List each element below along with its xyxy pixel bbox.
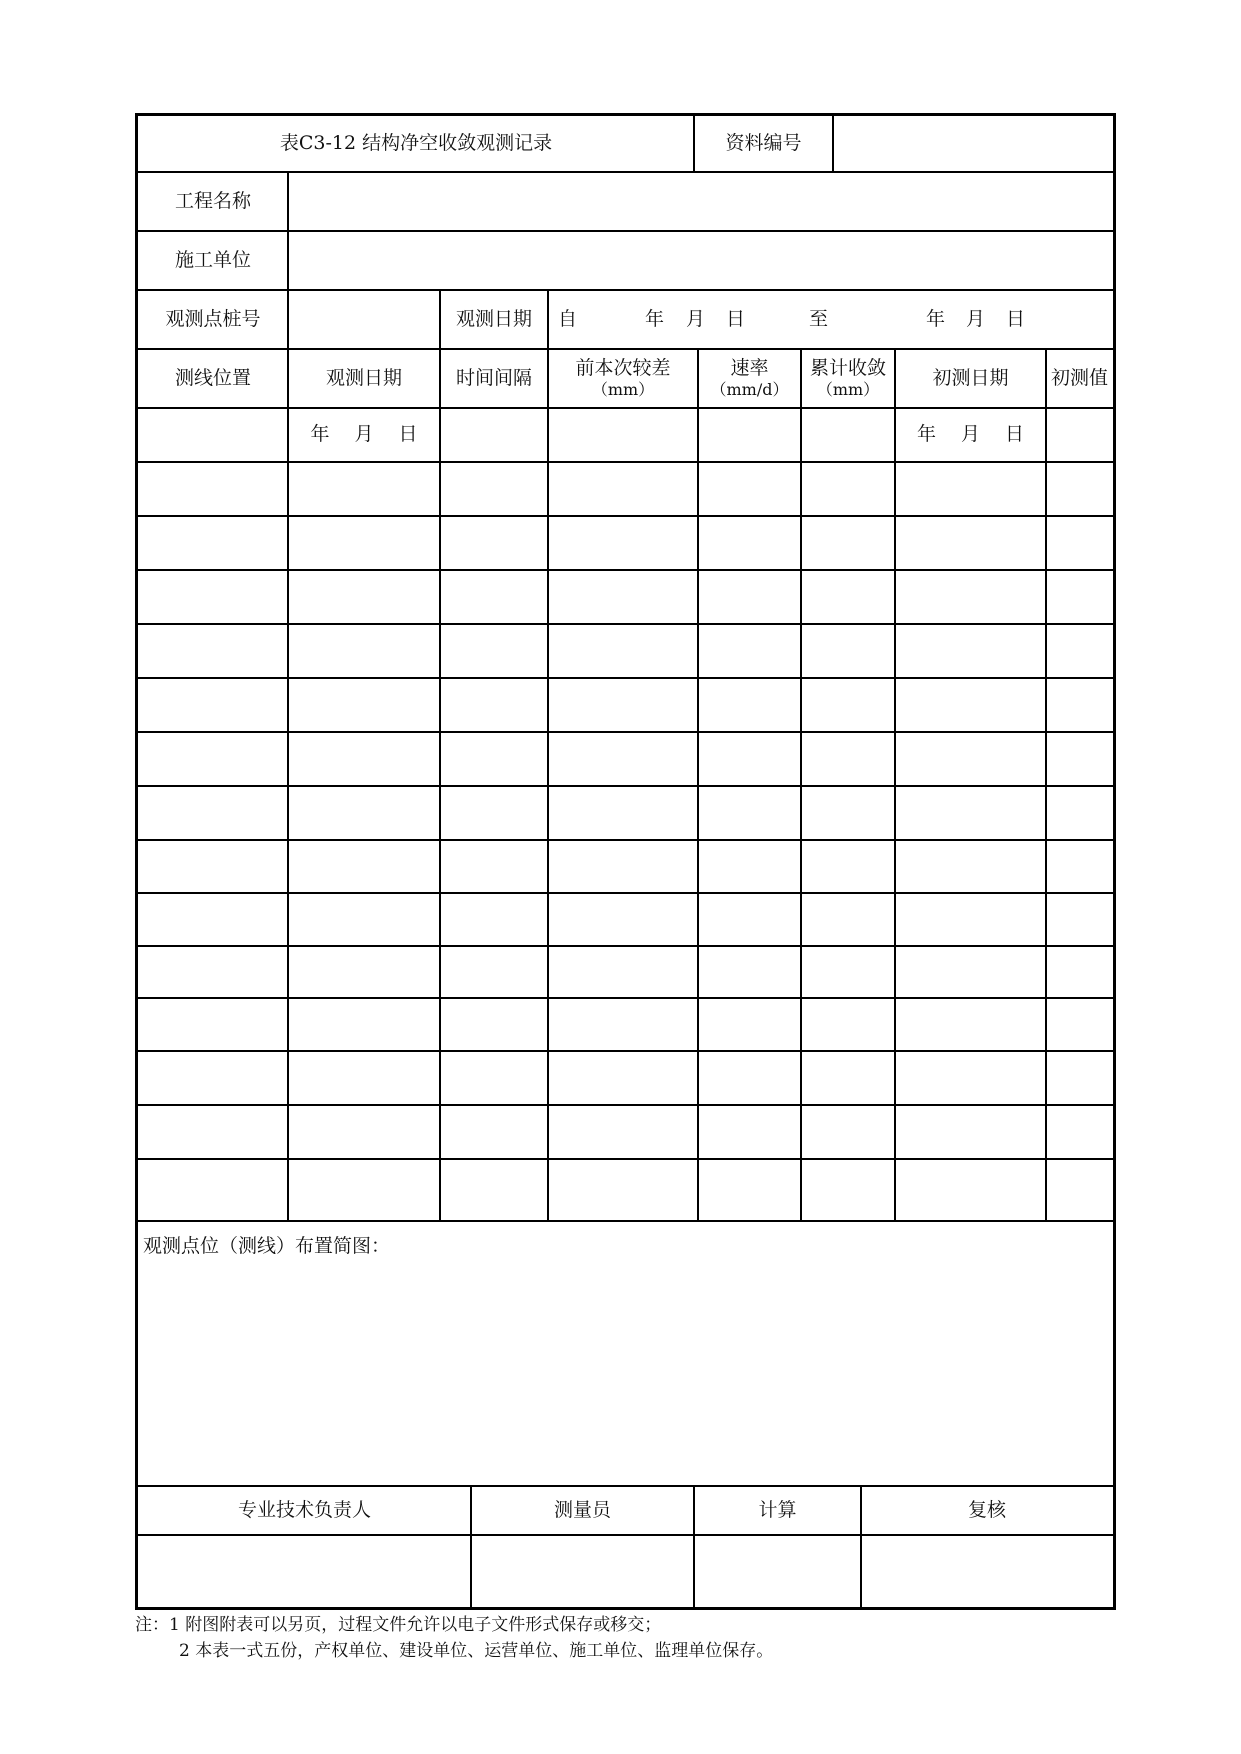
station-field[interactable] [288,290,440,349]
table-cell[interactable] [801,893,895,946]
table-cell[interactable] [548,408,698,462]
table-cell[interactable] [288,998,440,1051]
table-cell[interactable] [548,840,698,893]
table-cell[interactable] [440,678,548,732]
table-cell[interactable] [698,732,801,786]
signature-field-1[interactable] [138,1535,471,1607]
table-cell[interactable] [801,408,895,462]
table-cell[interactable] [801,462,895,516]
table-cell[interactable] [1046,408,1113,462]
table-cell[interactable] [895,1105,1046,1159]
table-cell[interactable] [1046,893,1113,946]
table-cell[interactable] [548,678,698,732]
table-cell[interactable] [440,946,548,998]
table-cell[interactable] [548,624,698,678]
table-cell[interactable] [801,840,895,893]
table-cell[interactable] [1046,1159,1113,1221]
table-cell[interactable] [698,840,801,893]
table-cell[interactable] [288,516,440,570]
table-cell[interactable] [698,1159,801,1221]
table-cell[interactable] [698,998,801,1051]
table-cell[interactable] [548,786,698,840]
project-field[interactable] [288,172,1113,231]
note-2: 2 本表一式五份，产权单位、建设单位、运营单位、施工单位、监理单位保存。 [179,1641,774,1661]
obs-date-label: 观测日期 [455,307,532,330]
table-cell[interactable] [1046,516,1113,570]
table-header-6 [801,349,895,408]
header-unit: （mm） [816,380,880,400]
table-cell[interactable] [440,786,548,840]
table-cell[interactable] [138,732,288,786]
table-cell[interactable] [138,998,288,1051]
table-cell[interactable] [138,516,288,570]
table-cell[interactable] [895,678,1046,732]
table-cell[interactable] [548,570,698,624]
header-text: 观测日期 [325,366,402,389]
table-cell[interactable] [801,570,895,624]
table-cell[interactable] [440,462,548,516]
table-cell[interactable] [288,1105,440,1159]
table-cell[interactable] [895,732,1046,786]
table-cell[interactable] [138,893,288,946]
table-cell[interactable] [1046,570,1113,624]
date-from: 自 [558,308,578,330]
table-cell[interactable] [138,678,288,732]
table-cell[interactable] [138,462,288,516]
table-cell[interactable] [698,624,801,678]
station-label: 观测点桩号 [165,307,261,330]
contractor-label: 施工单位 [174,248,251,271]
table-cell[interactable] [895,998,1046,1051]
table-cell[interactable] [138,1051,288,1105]
table-cell[interactable] [288,570,440,624]
table-cell[interactable] [138,786,288,840]
table-cell[interactable] [698,1105,801,1159]
table-cell[interactable] [440,893,548,946]
table-cell[interactable] [440,1159,548,1221]
table-cell[interactable] [138,946,288,998]
table-cell[interactable] [698,516,801,570]
table-cell[interactable] [895,786,1046,840]
table-cell[interactable] [895,893,1046,946]
table-cell[interactable] [801,1159,895,1221]
table-cell[interactable] [801,946,895,998]
table-cell[interactable] [895,1051,1046,1105]
table-cell[interactable] [548,732,698,786]
first-init-date[interactable]: 年 月 日 [916,423,1025,446]
table-cell[interactable] [698,462,801,516]
table-cell[interactable] [895,1159,1046,1221]
table-header-1 [138,349,288,408]
header-unit: （mm） [591,380,655,400]
table-cell[interactable] [698,408,801,462]
date-to-month: 月 [966,308,986,330]
table-cell[interactable] [698,678,801,732]
signature-field-4[interactable] [861,1535,1113,1607]
doc-no-field[interactable] [833,116,1113,172]
table-cell[interactable] [548,1159,698,1221]
table-cell[interactable] [801,1051,895,1105]
table-cell[interactable] [288,1159,440,1221]
table-cell[interactable] [288,732,440,786]
date-to: 至 [809,308,829,330]
table-header-7 [895,349,1046,408]
doc-no-label: 资料编号 [725,132,802,155]
table-cell[interactable] [138,570,288,624]
table-header-4 [548,349,698,408]
table-cell[interactable] [288,786,440,840]
sketch-label: 观测点位（测线）布置简图： [143,1235,391,1257]
table-cell[interactable] [138,408,288,462]
date-range-field[interactable] [548,290,1113,349]
form-title: 表C3-12 结构净空收敛观测记录 [279,132,553,155]
table-cell[interactable] [548,462,698,516]
table-cell[interactable] [548,1051,698,1105]
table-cell[interactable] [138,1105,288,1159]
header-text: 测线位置 [174,366,251,389]
contractor-field[interactable] [288,231,1113,290]
table-cell[interactable] [801,998,895,1051]
table-cell[interactable] [801,1105,895,1159]
table-cell[interactable] [801,624,895,678]
table-cell[interactable] [1046,462,1113,516]
table-cell[interactable] [698,1051,801,1105]
table-cell[interactable] [1046,1051,1113,1105]
table-cell[interactable] [288,624,440,678]
table-cell[interactable] [288,678,440,732]
signature-label-2: 测量员 [553,1498,611,1521]
table-header-5 [698,349,801,408]
table-cell[interactable] [440,1105,548,1159]
table-header-2 [288,349,440,408]
table-cell[interactable] [698,570,801,624]
sketch-area[interactable] [138,1221,1113,1486]
table-cell[interactable] [895,516,1046,570]
signature-label-3: 计算 [758,1498,797,1521]
table-cell[interactable] [895,624,1046,678]
table-header-3 [440,349,548,408]
table-cell[interactable] [138,840,288,893]
table-cell[interactable] [895,570,1046,624]
signature-label-1: 专业技术负责人 [237,1498,371,1521]
table-cell[interactable] [288,1051,440,1105]
header-text: 初测值 [1050,366,1108,389]
form-notes [135,1612,773,1664]
table-cell[interactable] [801,678,895,732]
table-cell[interactable] [288,893,440,946]
signature-field-3[interactable] [694,1535,861,1607]
header-text: 时间间隔 [455,366,532,389]
table-cell[interactable] [288,462,440,516]
table-cell[interactable] [440,570,548,624]
header-unit: （mm/d） [710,380,789,400]
signature-field-2[interactable] [471,1535,694,1607]
table-cell[interactable] [698,893,801,946]
table-cell[interactable] [895,840,1046,893]
record-form [135,113,1116,1610]
table-cell[interactable] [698,946,801,998]
date-from-day: 日 [726,308,746,330]
table-cell[interactable] [440,624,548,678]
header-text: 初测日期 [932,366,1009,389]
table-cell[interactable] [895,946,1046,998]
project-label: 工程名称 [174,189,251,212]
table-cell[interactable] [895,462,1046,516]
table-cell[interactable] [548,946,698,998]
note-1: 注：1 附图附表可以另页，过程文件允许以电子文件形式保存或移交； [135,1615,662,1635]
table-cell[interactable] [801,732,895,786]
table-cell[interactable] [548,1105,698,1159]
table-cell[interactable] [801,786,895,840]
table-cell[interactable] [138,1159,288,1221]
table-cell[interactable] [1046,840,1113,893]
table-cell[interactable] [1046,946,1113,998]
table-cell[interactable] [1046,732,1113,786]
table-cell[interactable] [548,998,698,1051]
table-cell[interactable] [288,840,440,893]
header-text: 前本次较差 [575,356,671,379]
date-from-year: 年 [645,308,665,330]
table-cell[interactable] [440,516,548,570]
table-cell[interactable] [288,946,440,998]
table-cell[interactable] [1046,1105,1113,1159]
date-to-year: 年 [926,308,946,330]
table-cell[interactable] [440,1051,548,1105]
table-cell[interactable] [440,998,548,1051]
first-obs-date[interactable]: 年 月 日 [310,423,418,446]
date-from-month: 月 [686,308,706,330]
table-cell[interactable] [1046,678,1113,732]
table-cell[interactable] [1046,624,1113,678]
table-cell[interactable] [440,840,548,893]
table-cell[interactable] [138,624,288,678]
date-to-day: 日 [1006,308,1026,330]
table-cell[interactable] [698,786,801,840]
table-cell[interactable] [1046,998,1113,1051]
signature-label-4: 复核 [967,1498,1006,1521]
header-text: 累计收敛 [809,356,886,379]
header-text: 速率 [730,356,769,379]
table-cell[interactable] [548,516,698,570]
table-header-8 [1046,349,1113,408]
table-cell[interactable] [801,516,895,570]
table-cell[interactable] [548,893,698,946]
table-cell[interactable] [440,732,548,786]
table-cell[interactable] [440,408,548,462]
table-cell[interactable] [1046,786,1113,840]
